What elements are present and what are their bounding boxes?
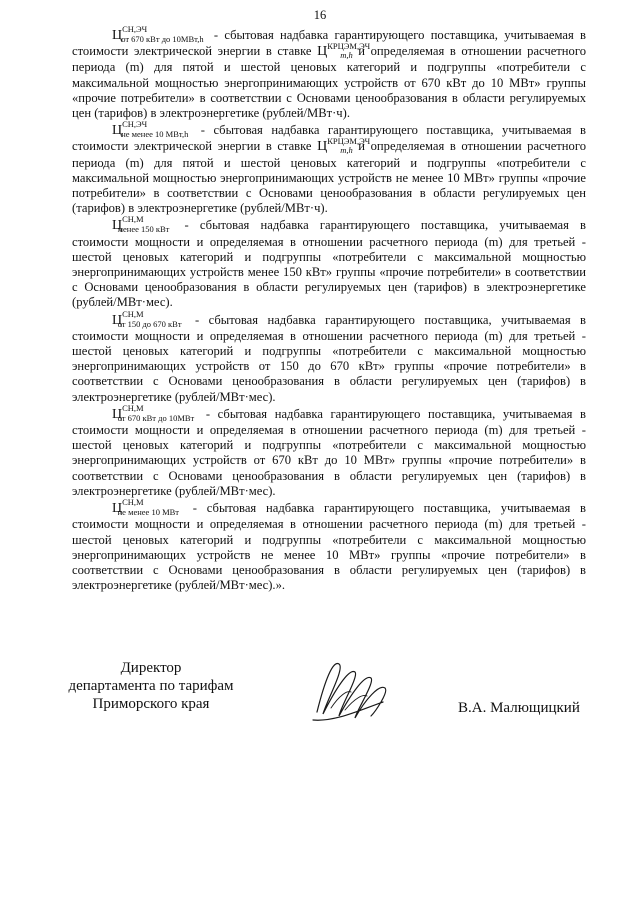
- formula-symbol: $Ц^{СН,М}_{от 150 до 670 кВт}$: [112, 308, 182, 329]
- definition-text: - сбытовая надбавка гарантирующего поставщика, учитываемая в стоимости электрической энергии в ставке: [72, 123, 586, 154]
- formula-symbol: $Ц^{СН,ЭЧ}_{от 670 кВт до 10МВт,h}$: [112, 24, 204, 44]
- signatory-title: [62, 659, 240, 713]
- reference-symbol: $Ц^{КРЦЭМ,ЭЧ}_{m,h}$: [317, 136, 371, 156]
- definition-paragraph: [72, 308, 586, 405]
- definition-paragraph: [72, 24, 586, 121]
- definition-paragraph: [72, 497, 586, 593]
- definition-text-continued: и определяемая в отношении расчетного периода (m) для пятой и шестой ценовых категорий и подгруппы «потребители с максимальной мощностью энергопринимающих устройств не менее 10 МВт» группы «прочие потребители» в соответствии с Основами ценообразования в области регулируемых цен (тарифов) в электроэнергетике (рублей/МВт·ч).: [72, 139, 586, 216]
- handwritten-signature: [305, 650, 395, 730]
- page-number: 16: [313, 8, 327, 22]
- definition-paragraph: [72, 214, 586, 310]
- definition-paragraph: [72, 402, 586, 499]
- document-body: [72, 24, 586, 595]
- signatory-title-line: департамента по тарифам: [68, 678, 234, 694]
- formula-symbol: $Ц^{СН,М}_{не менее 10 МВт}$: [112, 497, 180, 518]
- formula-symbol: $Ц^{СН,М}_{менее 150 кВт}$: [112, 214, 170, 235]
- signatory-title-line: Директор: [120, 660, 182, 676]
- signatory-name: В.А. Малющицкий: [458, 700, 580, 716]
- reference-symbol: $Ц^{КРЦЭМ,ЭЧ}_{m,h}$: [317, 41, 371, 61]
- formula-symbol: $Ц^{СН,ЭЧ}_{не менее 10 МВт,h}$: [112, 119, 189, 140]
- formula-symbol: $Ц^{СН,М}_{от 670 кВт до 10МВт}$: [112, 402, 195, 423]
- definition-text: - сбытовая надбавка гарантирующего поставщика, учитываемая в стоимости электрической энергии в ставке: [72, 28, 586, 59]
- definition-text: - сбытовая надбавка гарантирующего поставщика, учитываемая в стоимости мощности и определяемая в отношении расчетного периода (m) для третьей - шестой ценовых категорий и подгруппы «потребители с максимальной мощностью энергопринимающих устройств от 670 кВт до 10 МВт» группы «прочие потребители» в соответствии с Основами ценообразования в области регулируемых цен (тарифов) в электроэнергетике (рублей/МВт·мес).: [72, 406, 586, 498]
- definition-text: - сбытовая надбавка гарантирующего поставщика, учитываемая в стоимости мощности и определяемая в отношении расчетного периода (m) для третьей - шестой ценовых категорий и подгруппы «потребители с максимальной мощностью энергопринимающих устройств менее 150 кВт» группы «прочие потребители» в соответствии с Основами ценообразования в области регулируемых цен (тарифов) в электроэнергетике (рублей/МВт·мес).: [72, 218, 586, 310]
- signatory-title-line: Приморского края: [92, 696, 210, 712]
- definition-text: - сбытовая надбавка гарантирующего поставщика, учитываемая в стоимости мощности и определяемая в отношении расчетного периода (m) для третьей - шестой ценовых категорий и подгруппы «потребители с максимальной мощностью энергопринимающих устройств от 150 до 670 кВт» группы «прочие потребители» в соответствии с Основами ценообразования в области регулируемых цен (тарифов) в электроэнергетике (рублей/МВт·мес).: [72, 312, 586, 404]
- definition-text-continued: и определяемая в отношении расчетного периода (m) для пятой и шестой ценовых категорий и подгруппы «потребители с максимальной мощностью энергопринимающих устройств от 670 кВт до 10 МВт» группы «прочие потребители» в соответствии с Основами ценообразования в области регулируемых цен (тарифов) в электроэнергетике (рублей/МВт·ч).: [72, 44, 586, 121]
- definition-paragraph: [72, 119, 586, 216]
- definition-text: - сбытовая надбавка гарантирующего поставщика, учитываемая в стоимости мощности и определяемая в отношении расчетного периода (m) для третьей - шестой ценовых категорий и подгруппы «потребители с максимальной мощностью энергопринимающих устройств не менее 10 МВт» группы «прочие потребители» в соответствии с Основами ценообразования в области регулируемых цен (тарифов) в электроэнергетике (рублей/МВт·мес).».: [72, 501, 586, 593]
